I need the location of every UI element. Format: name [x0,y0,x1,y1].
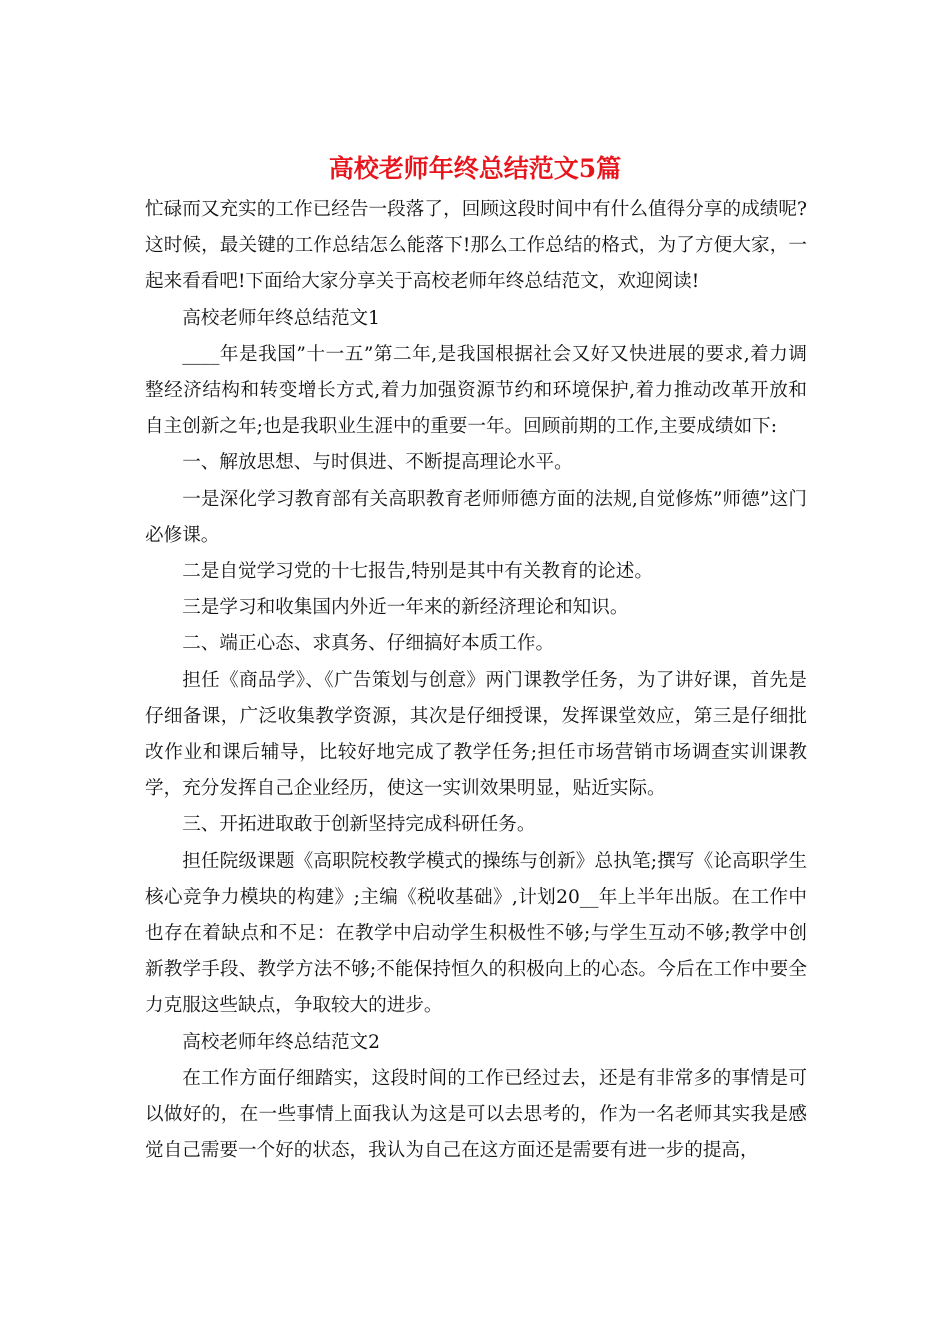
intro-paragraph: 忙碌而又充实的工作已经告一段落了，回顾这段时间中有什么值得分享的成绩呢?这时候，最关键的工作总结怎么能落下!那么工作总结的格式，为了方便大家，一起来看看吧!下面给大家分享关于高校老师年终总结范文，欢迎阅读! [145,199,807,293]
subheading: 三、开拓进取敢于创新坚持完成科研任务。 [182,814,536,836]
paragraph: 三是学习和收集国内外近一年来的新经济理论和知识。 [182,597,629,619]
document-body [145,192,807,1169]
section-heading-1: 高校老师年终总结范文1 [182,307,380,329]
subheading: 一、解放思想、与时俱进、不断提高理论水平。 [182,452,573,474]
document-title: 高校老师年终总结范文5篇 [328,154,622,183]
paragraph: 担任《商品学》、《广告策划与创意》两门课教学任务，为了讲好课，首先是仔细备课，广泛收集教学资源，其次是仔细授课，发挥课堂效应，第三是仔细批改作业和课后辅导，比较好地完成了教学任务;担任市场营销市场调查实训课教学，充分发挥自己企业经历，使这一实训效果明显，贴近实际。 [145,669,807,800]
paragraph: 担任院级课题《高职院校教学模式的操练与创新》总执笔;撰写《论高职学生核心竞争力模块的构建》;主编《税收基础》,计划20__年上半年出版。在工作中也存在着缺点和不足：在教学中启动学生积极性不够;与学生互动不够;教学中创新教学手段、教学方法不够;不能保持恒久的积极向上的心态。今后在工作中要全力克服这些缺点，争取较大的进步。 [145,850,807,1017]
paragraph: 二是自觉学习党的十七报告,特别是其中有关教育的论述。 [182,561,653,583]
section-heading-2: 高校老师年终总结范文2 [182,1031,380,1053]
subheading: 二、端正心态、求真务、仔细搞好本质工作。 [182,633,555,655]
paragraph: 在工作方面仔细踏实，这段时间的工作已经过去，还是有非常多的事情是可以做好的，在一些事情上面我认为这是可以去思考的，作为一名老师其实我是感觉自己需要一个好的状态，我认为自己在这方面还是需要有进一步的提高， [145,1067,807,1162]
paragraph: ____年是我国”十一五”第二年,是我国根据社会又好又快进展的要求,着力调整经济结构和转变增长方式,着力加强资源节约和环境保护,着力推动改革开放和自主创新之年;也是我职业生涯中的重要一年。回顾前期的工作,主要成绩如下: [145,343,807,438]
paragraph: 一是深化学习教育部有关高职教育老师师德方面的法规,自觉修炼”师德”这门必修课。 [145,488,807,546]
